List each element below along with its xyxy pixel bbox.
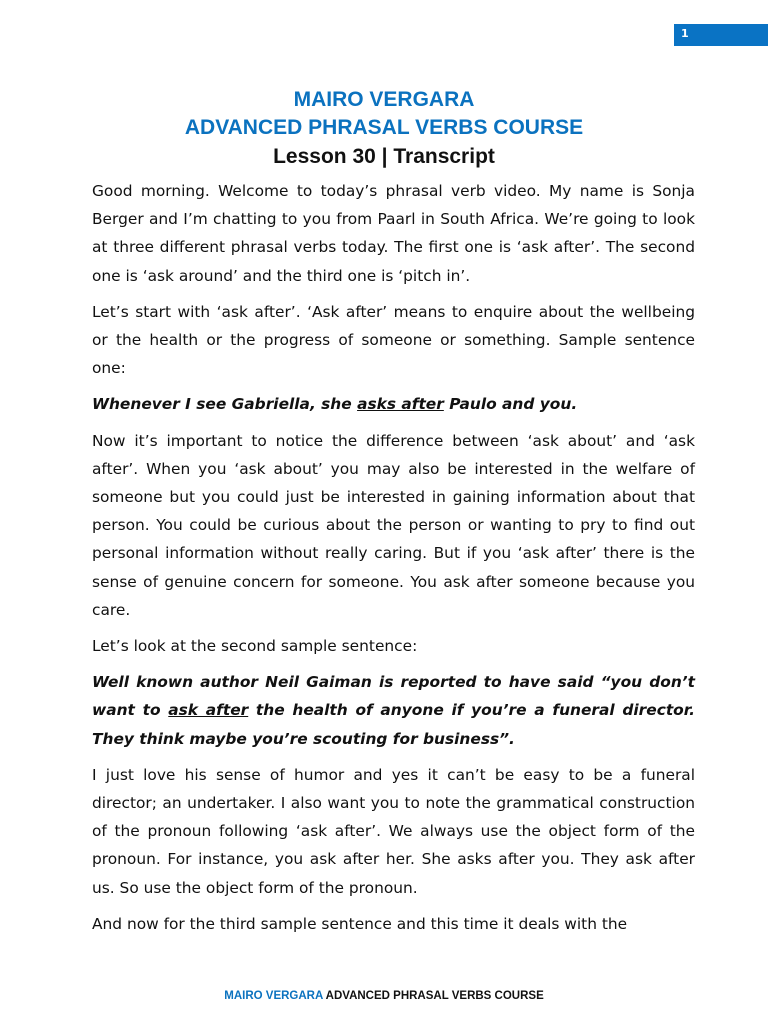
paragraph-intro: Good morning. Welcome to today’s phrasal verb video. My name is Sonja Berger and I’m chatting to you from Paarl in South Africa. We’re going to look at three different phrasal verbs today. The first one is ‘ask after’. The second one is ‘ask around’ and the third one is ‘pitch in’. bbox=[92, 182, 695, 285]
page-number-badge bbox=[674, 24, 768, 46]
paragraph-second-sample-intro: Let’s look at the second sample sentence: bbox=[92, 637, 418, 656]
sample-sentence-one bbox=[92, 390, 695, 418]
quote-text: Whenever I see Gabriella, she bbox=[92, 395, 358, 414]
quote-text: Paulo and you. bbox=[443, 395, 578, 414]
quote-text: Well known author Neil Gaiman is reported to have said “you don’t want to bbox=[92, 673, 695, 720]
transcript-body bbox=[92, 177, 695, 946]
paragraph-ask-about-vs-after: Now it’s important to notice the difference between ‘ask about’ and ‘ask after’. When you ‘ask about’ you may also be interested in the welfare of someone but you could just be interested in gaining information about that person. You could be curious about the person or wanting to pry to find out personal information without really caring. But if you ‘ask after’ there is the sense of genuine concern for someone. You ask after someone because you care. bbox=[92, 431, 695, 619]
paragraph-ask-after-definition: Let’s start with ‘ask after’. ‘Ask after’ means to enquire about the wellbeing or the health or the progress of someone or something. Sample sentence one: bbox=[92, 302, 695, 378]
lesson-title: Lesson 30 | Transcript bbox=[273, 145, 495, 168]
quote-text: the health of anyone if you’re a funeral director. They think maybe you’re scouting for business”. bbox=[92, 701, 695, 748]
document-header bbox=[0, 86, 768, 172]
sample-sentence-two bbox=[92, 668, 695, 753]
footer-brand: MAIRO VERGARA bbox=[224, 990, 323, 1002]
course-title: ADVANCED PHRASAL VERBS COURSE bbox=[184, 116, 584, 139]
page-number: 1 bbox=[681, 27, 689, 40]
author-title: MAIRO VERGARA bbox=[293, 88, 475, 111]
page-footer bbox=[0, 990, 768, 1002]
paragraph-pronoun-note: I just love his sense of humor and yes it can’t be easy to be a funeral director; an undertaker. I also want you to note the grammatical construction of the pronoun following ‘ask after’. We always use the object form of the pronoun. For instance, you ask after her. She asks after you. They ask after us. So use the object form of the pronoun. bbox=[92, 765, 695, 897]
phrasal-verb-highlight: ask after bbox=[168, 701, 249, 720]
paragraph-third-sample-intro: And now for the third sample sentence and this time it deals with the bbox=[92, 914, 628, 933]
footer-course: ADVANCED PHRASAL VERBS COURSE bbox=[325, 990, 544, 1002]
phrasal-verb-highlight: asks after bbox=[357, 395, 444, 414]
